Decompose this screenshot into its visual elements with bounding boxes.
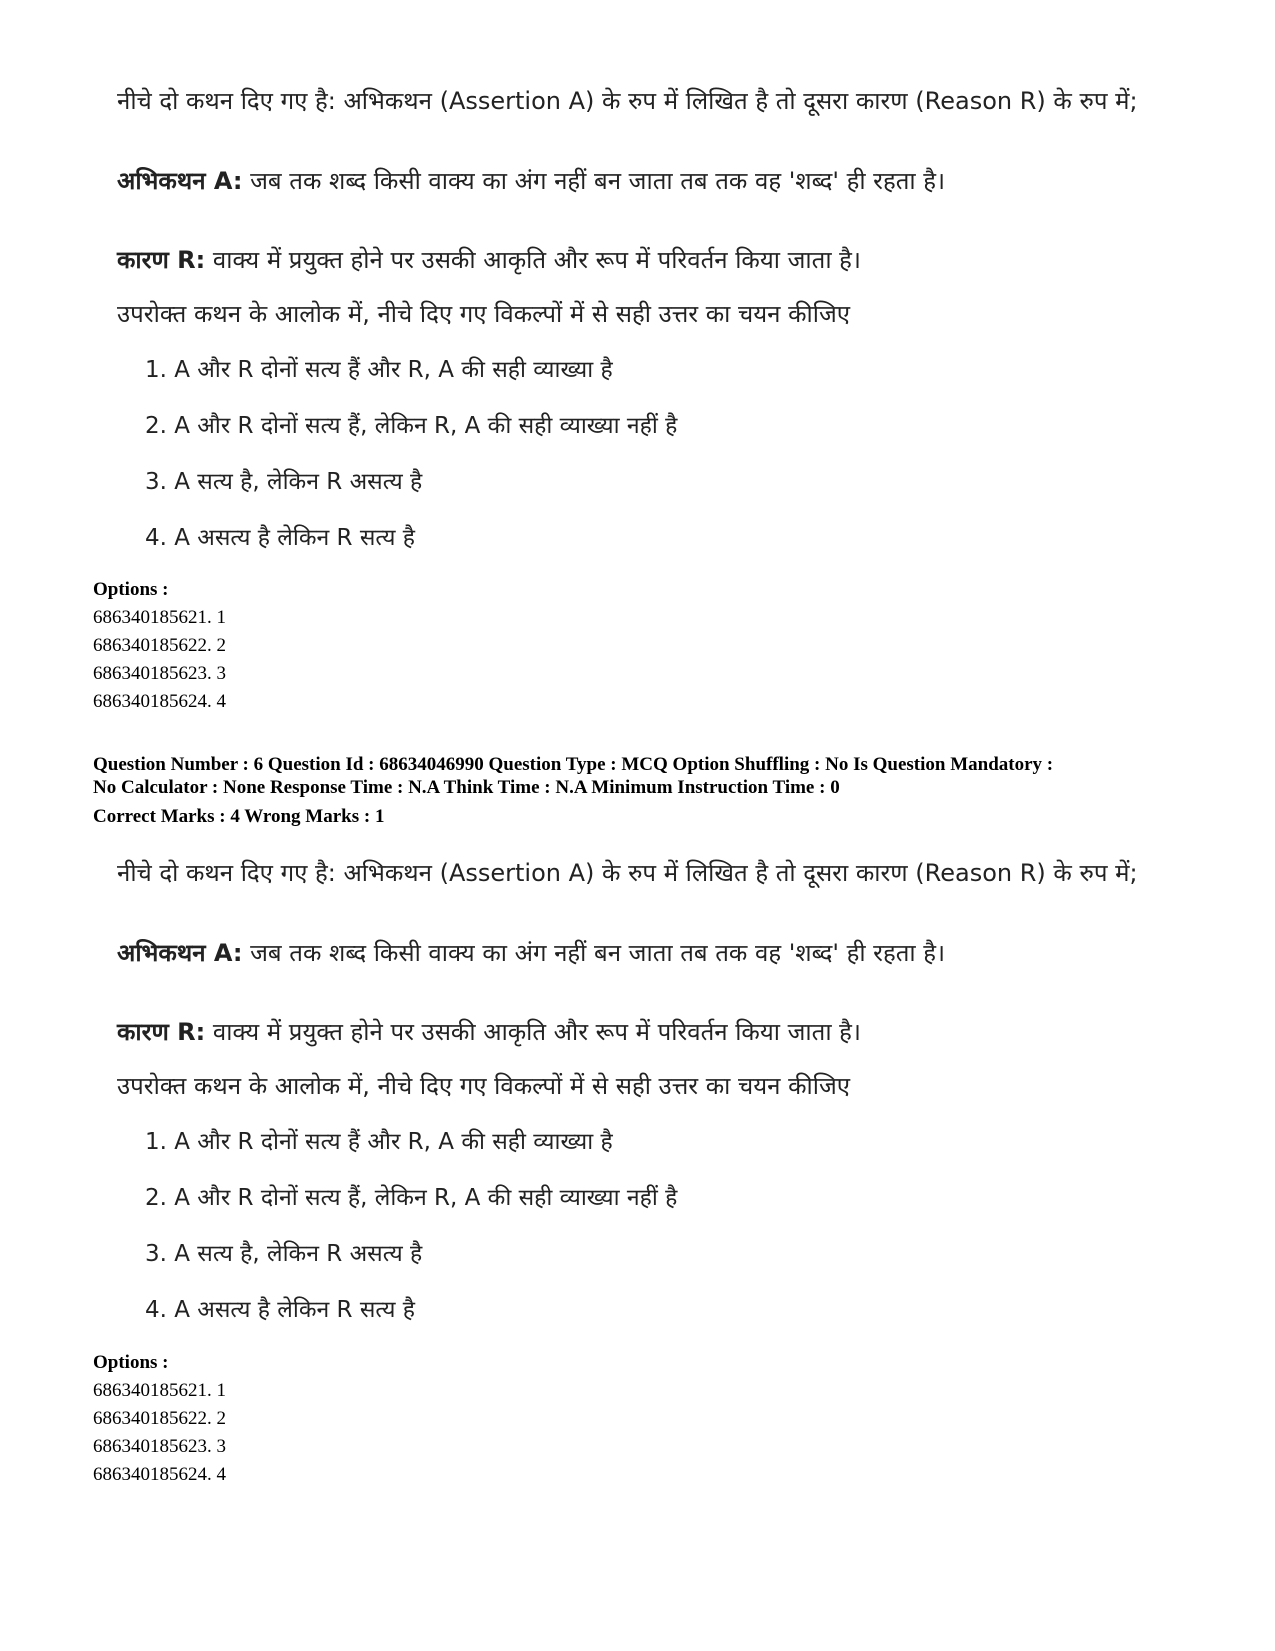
question-marks: Correct Marks : 4 Wrong Marks : 1 <box>93 806 385 827</box>
option-code-3: 686340185623. 3 <box>93 663 226 684</box>
assertion-line <box>117 938 945 968</box>
reason-text: वाक्य में प्रयुक्त होने पर उसकी आकृति और रूप में परिवर्तन किया जाता है। <box>205 246 862 274</box>
question-meta-line-1: Question Number : 6 Question Id : 68634046990 Question Type : MCQ Option Shuffling : No Is Question Mandatory : <box>93 754 1054 775</box>
question-intro: नीचे दो कथन दिए गए है: अभिकथन (Assertion A) के रुप में लिखित है तो दूसरा कारण (Reason R) के रुप में; <box>117 859 1138 887</box>
option-code-1: 686340185621. 1 <box>93 1380 226 1401</box>
reason-line <box>117 1017 861 1047</box>
assertion-text: जब तक शब्द किसी वाक्य का अंग नहीं बन जाता तब तक वह 'शब्द' ही रहता है। <box>242 167 946 195</box>
question-instruction: उपरोक्त कथन के आलोक में, नीचे दिए गए विकल्पों में से सही उत्तर का चयन कीजिए <box>117 300 851 328</box>
option-code-1: 686340185621. 1 <box>93 607 226 628</box>
options-heading: Options : <box>93 579 169 600</box>
choice-3: 3. A सत्य है, लेकिन R असत्य है <box>145 469 423 495</box>
choice-4: 4. A असत्य है लेकिन R सत्य है <box>145 1297 415 1323</box>
reason-label: कारण R: <box>117 1018 206 1046</box>
option-code-2: 686340185622. 2 <box>93 635 226 656</box>
reason-line <box>117 245 861 275</box>
assertion-text: जब तक शब्द किसी वाक्य का अंग नहीं बन जाता तब तक वह 'शब्द' ही रहता है। <box>242 939 946 967</box>
option-code-2: 686340185622. 2 <box>93 1408 226 1429</box>
choice-2: 2. A और R दोनों सत्य हैं, लेकिन R, A की सही व्याख्या नहीं है <box>145 413 678 439</box>
reason-label: कारण R: <box>117 246 206 274</box>
options-heading: Options : <box>93 1352 169 1373</box>
choice-1: 1. A और R दोनों सत्य हैं और R, A की सही व्याख्या है <box>145 357 613 383</box>
question-intro: नीचे दो कथन दिए गए है: अभिकथन (Assertion A) के रुप में लिखित है तो दूसरा कारण (Reason R) के रुप में; <box>117 87 1138 115</box>
assertion-label: अभिकथन A: <box>117 939 243 967</box>
option-code-3: 686340185623. 3 <box>93 1436 226 1457</box>
assertion-line <box>117 166 945 196</box>
choice-1: 1. A और R दोनों सत्य हैं और R, A की सही व्याख्या है <box>145 1129 613 1155</box>
choice-4: 4. A असत्य है लेकिन R सत्य है <box>145 525 415 551</box>
option-code-4: 686340185624. 4 <box>93 691 226 712</box>
reason-text: वाक्य में प्रयुक्त होने पर उसकी आकृति और रूप में परिवर्तन किया जाता है। <box>205 1018 862 1046</box>
question-instruction: उपरोक्त कथन के आलोक में, नीचे दिए गए विकल्पों में से सही उत्तर का चयन कीजिए <box>117 1072 851 1100</box>
choice-3: 3. A सत्य है, लेकिन R असत्य है <box>145 1241 423 1267</box>
assertion-label: अभिकथन A: <box>117 167 243 195</box>
question-meta-line-2: No Calculator : None Response Time : N.A Think Time : N.A Minimum Instruction Time : 0 <box>93 777 840 798</box>
choice-2: 2. A और R दोनों सत्य हैं, लेकिन R, A की सही व्याख्या नहीं है <box>145 1185 678 1211</box>
option-code-4: 686340185624. 4 <box>93 1464 226 1485</box>
